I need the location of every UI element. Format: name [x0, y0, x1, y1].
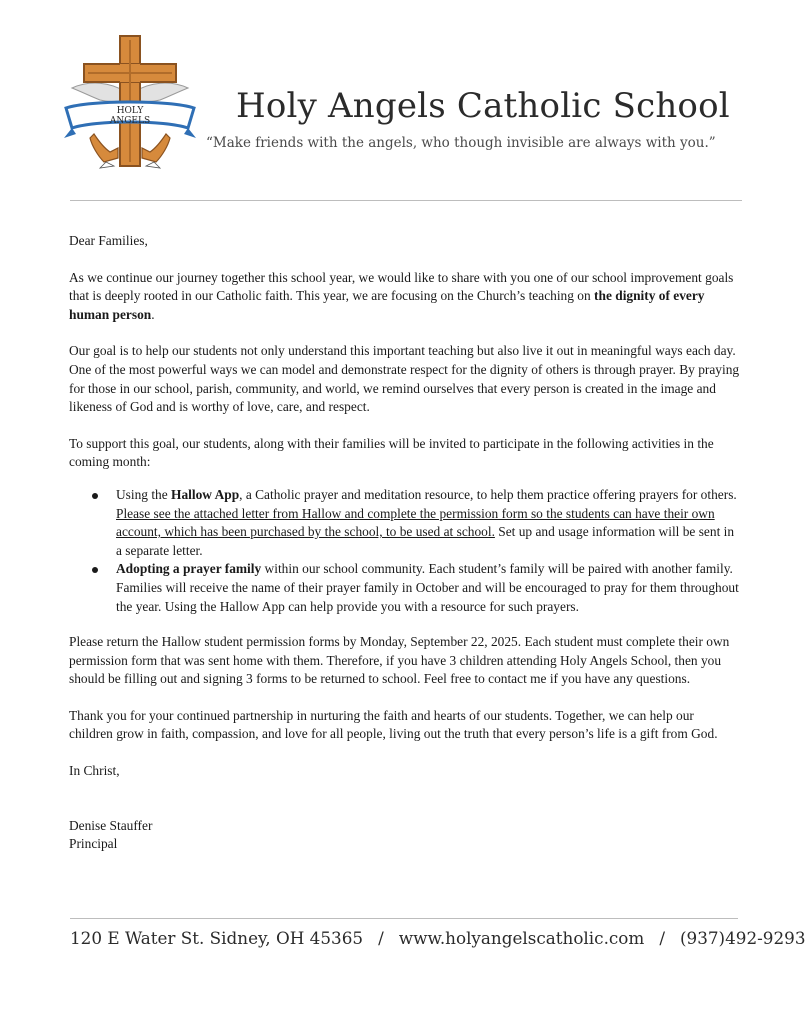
intro-end: . [151, 306, 155, 322]
logo-text-holy: HOLY [116, 106, 144, 116]
logo-text-angels: ANGELS [109, 116, 151, 126]
bullet1-mid: , a Catholic prayer and meditation resource, to help them practice offering prayers for others. [239, 486, 737, 502]
school-name: Holy Angels Catholic School [236, 86, 730, 126]
right-hand-icon [142, 134, 170, 162]
paragraph-support: To support this goal, our students, along with their families will be invited to participate in the following activities in the coming month: [69, 435, 714, 470]
bullet1-underlined: Please see the attached letter from Hallow and complete the permission form so the students can have their own account, which has been purchased by the school, to be used at school. [116, 505, 715, 540]
closing: In Christ, [69, 763, 120, 779]
paragraph-intro [69, 269, 741, 325]
footer-divider [70, 918, 738, 919]
list-item [116, 560, 741, 616]
bullet1-pre: Using the [116, 486, 172, 502]
right-wing-icon [134, 83, 188, 101]
signature-block [69, 817, 741, 854]
footer-address: 120 E Water St. Sidney, OH 45365 [70, 928, 364, 948]
letter-body [69, 232, 741, 854]
paragraph-goal: Our goal is to help our students not only understand this important teaching but also live it out in meaningful ways each day. One of the most powerful ways we can model and demonstrate respect for the dignity of others is through prayer. By praying for those in our school, parish, community, and world, we remind ourselves that every person is created in the image and likeness of God and is worthy of love, care, and respect. [69, 343, 740, 415]
greeting: Dear Families, [69, 233, 148, 248]
bullet1-end: Set up and usage information will be sent in a separate letter. [116, 524, 735, 558]
signer-title: Principal [69, 836, 118, 852]
footer [70, 928, 806, 948]
bullet2-rest: within our school community. Each student’s family will be paired with another family. Families will receive the name of their prayer family in October and will be encouraged to pray for them throughout the year. Using the Hallow App can help provide you with a resource for such prayers. [116, 561, 739, 614]
left-wing-icon [72, 83, 126, 101]
list-item [116, 486, 741, 560]
footer-phone: (937)492-9293 [679, 928, 806, 948]
activity-list [69, 486, 741, 616]
intro-text: As we continue our journey together this school year, we would like to share with you one of our school improvement goals that is deeply rooted in our Catholic faith. This year, we are focusing on the Church’s teaching on [69, 269, 734, 304]
signer-name: Denise Stauffer [69, 817, 153, 833]
intro-bold-text: the dignity of every human person [69, 288, 705, 322]
school-logo [60, 30, 200, 175]
left-hand-icon [90, 134, 118, 162]
paragraph-return-forms: Please return the Hallow student permission forms by Monday, September 22, 2025. Each student must complete their own permission form that was sent home with them. Therefore, if you have 3 children attending Holy Angels School, then you should be filling out and signing 3 forms to be returned to school. Feel free to contact me if you have any questions. [69, 634, 730, 687]
bullet2-bold: Adopting a prayer family [116, 561, 262, 577]
footer-separator: / [378, 928, 384, 948]
school-motto: “Make friends with the angels, who though invisible are always with you.” [206, 135, 716, 151]
paragraph-thanks: Thank you for your continued partnership in nurturing the faith and hearts of our students. Together, we can help our children grow in faith, compassion, and love for all people, living out the truth that every person’s life is a gift from God. [69, 707, 718, 742]
footer-separator: / [659, 928, 665, 948]
bullet1-bold: Hallow App [171, 486, 240, 502]
header-divider [70, 200, 742, 201]
footer-website[interactable]: www.holyangelscatholic.com [398, 928, 645, 948]
